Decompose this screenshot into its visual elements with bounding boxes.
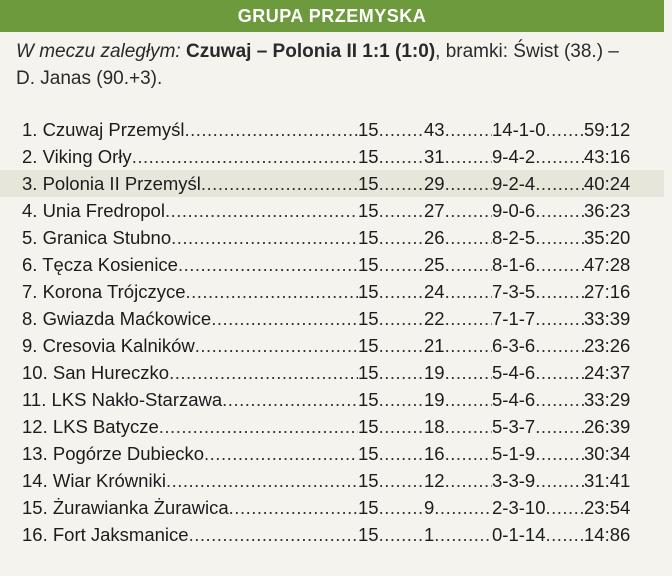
matches-played: 15 .....	[358, 359, 424, 386]
team-name: 2. Viking Orły .....	[22, 143, 358, 170]
goal-difference: 26:39	[584, 416, 631, 437]
table-row	[0, 440, 664, 467]
matches-played: 15 .....	[358, 251, 424, 278]
team-name: 9. Cresovia Kalników .....	[22, 332, 358, 359]
table-row	[0, 143, 664, 170]
table-row	[0, 116, 664, 143]
table-row	[0, 197, 664, 224]
table-row	[0, 521, 664, 548]
win-draw-loss: 9-2-4 .....	[492, 170, 584, 197]
goal-difference: 33:29	[584, 389, 631, 410]
team-name: 15. Żurawianka Żurawica .....	[22, 494, 358, 521]
points: 19 .....	[424, 359, 492, 386]
goal-difference: 31:41	[584, 470, 631, 491]
win-draw-loss: 9-0-6 .....	[492, 197, 584, 224]
win-draw-loss: 5-1-9 .....	[492, 440, 584, 467]
goal-difference: 14:86	[584, 524, 631, 545]
matches-played: 15 .....	[358, 170, 424, 197]
win-draw-loss: 7-3-5 .....	[492, 278, 584, 305]
points: 16 .....	[424, 440, 492, 467]
matches-played: 15 .....	[358, 197, 424, 224]
table-row	[0, 494, 664, 521]
points: 1 .....	[424, 521, 492, 548]
goal-difference: 43:16	[584, 146, 631, 167]
goal-difference: 36:23	[584, 200, 631, 221]
group-title: GRUPA PRZEMYSKA	[237, 5, 427, 26]
goal-difference: 23:54	[584, 497, 631, 518]
points: 9 .....	[424, 494, 492, 521]
win-draw-loss: 8-2-5 .....	[492, 224, 584, 251]
points: 21 .....	[424, 332, 492, 359]
team-name: 5. Granica Stubno .....	[22, 224, 358, 251]
matches-played: 15 .....	[358, 467, 424, 494]
goal-difference: 33:39	[584, 308, 631, 329]
matches-played: 15 .....	[358, 278, 424, 305]
matches-played: 15 .....	[358, 224, 424, 251]
matches-played: 15 .....	[358, 332, 424, 359]
points: 18 .....	[424, 413, 492, 440]
win-draw-loss: 8-1-6 .....	[492, 251, 584, 278]
points: 22 .....	[424, 305, 492, 332]
note-match-result: Czuwaj – Polonia II 1:1 (1:0)	[185, 41, 436, 62]
points: 25 .....	[424, 251, 492, 278]
note-scorers-line2: D. Janas (90.+3).	[16, 68, 163, 89]
goal-difference: 47:28	[584, 254, 631, 275]
postponed-match-note	[16, 38, 646, 92]
team-name: 8. Gwiazda Maćkowice .....	[22, 305, 358, 332]
goal-difference: 27:16	[584, 281, 631, 302]
team-name: 13. Pogórze Dubiecko .....	[22, 440, 358, 467]
team-name: 6. Tęcza Kosienice .....	[22, 251, 358, 278]
goal-difference: 59:12	[584, 119, 631, 140]
goal-difference: 23:26	[584, 335, 631, 356]
goal-difference: 24:37	[584, 362, 631, 383]
goal-difference: 35:20	[584, 227, 631, 248]
goal-difference: 30:34	[584, 443, 631, 464]
points: 31 .....	[424, 143, 492, 170]
points: 12 .....	[424, 467, 492, 494]
table-row	[0, 386, 664, 413]
points: 26 .....	[424, 224, 492, 251]
team-name: 16. Fort Jaksmanice .....	[22, 521, 358, 548]
team-name: 1. Czuwaj Przemyśl .....	[22, 116, 358, 143]
win-draw-loss: 2-3-10 .....	[492, 494, 584, 521]
team-name: 7. Korona Trójczyce .....	[22, 278, 358, 305]
table-row	[0, 305, 664, 332]
win-draw-loss: 5-4-6 .....	[492, 359, 584, 386]
note-scorers-line1: , bramki: Świst (38.) –	[435, 41, 619, 62]
table-row	[0, 224, 664, 251]
points: 24 .....	[424, 278, 492, 305]
matches-played: 15 .....	[358, 305, 424, 332]
matches-played: 15 .....	[358, 386, 424, 413]
goal-difference: 40:24	[584, 173, 631, 194]
team-name: 4. Unia Fredropol .....	[22, 197, 358, 224]
team-name: 10. San Hureczko .....	[22, 359, 358, 386]
matches-played: 15 .....	[358, 440, 424, 467]
win-draw-loss: 5-4-6 .....	[492, 386, 584, 413]
team-name: 14. Wiar Krówniki .....	[22, 467, 358, 494]
win-draw-loss: 5-3-7 .....	[492, 413, 584, 440]
group-header-bar	[0, 0, 664, 32]
matches-played: 15 .....	[358, 116, 424, 143]
win-draw-loss: 6-3-6 .....	[492, 332, 584, 359]
points: 43 .....	[424, 116, 492, 143]
matches-played: 15 .....	[358, 521, 424, 548]
table-row	[0, 251, 664, 278]
matches-played: 15 .....	[358, 494, 424, 521]
points: 27 .....	[424, 197, 492, 224]
win-draw-loss: 7-1-7 .....	[492, 305, 584, 332]
table-row	[0, 170, 664, 197]
note-prefix: W meczu zaległym:	[16, 41, 181, 62]
win-draw-loss: 0-1-14 .....	[492, 521, 584, 548]
table-row	[0, 359, 664, 386]
win-draw-loss: 14-1-0 .....	[492, 116, 584, 143]
team-name: 11. LKS Nakło-Starzawa .....	[22, 386, 358, 413]
win-draw-loss: 9-4-2 .....	[492, 143, 584, 170]
standings-table	[0, 116, 672, 548]
team-name: 3. Polonia II Przemyśl .....	[22, 170, 358, 197]
matches-played: 15 .....	[358, 143, 424, 170]
table-row	[0, 413, 664, 440]
table-row	[0, 278, 664, 305]
table-row	[0, 467, 664, 494]
team-name: 12. LKS Batycze .....	[22, 413, 358, 440]
matches-played: 15 .....	[358, 413, 424, 440]
points: 29 .....	[424, 170, 492, 197]
win-draw-loss: 3-3-9 .....	[492, 467, 584, 494]
points: 19 .....	[424, 386, 492, 413]
table-row	[0, 332, 664, 359]
